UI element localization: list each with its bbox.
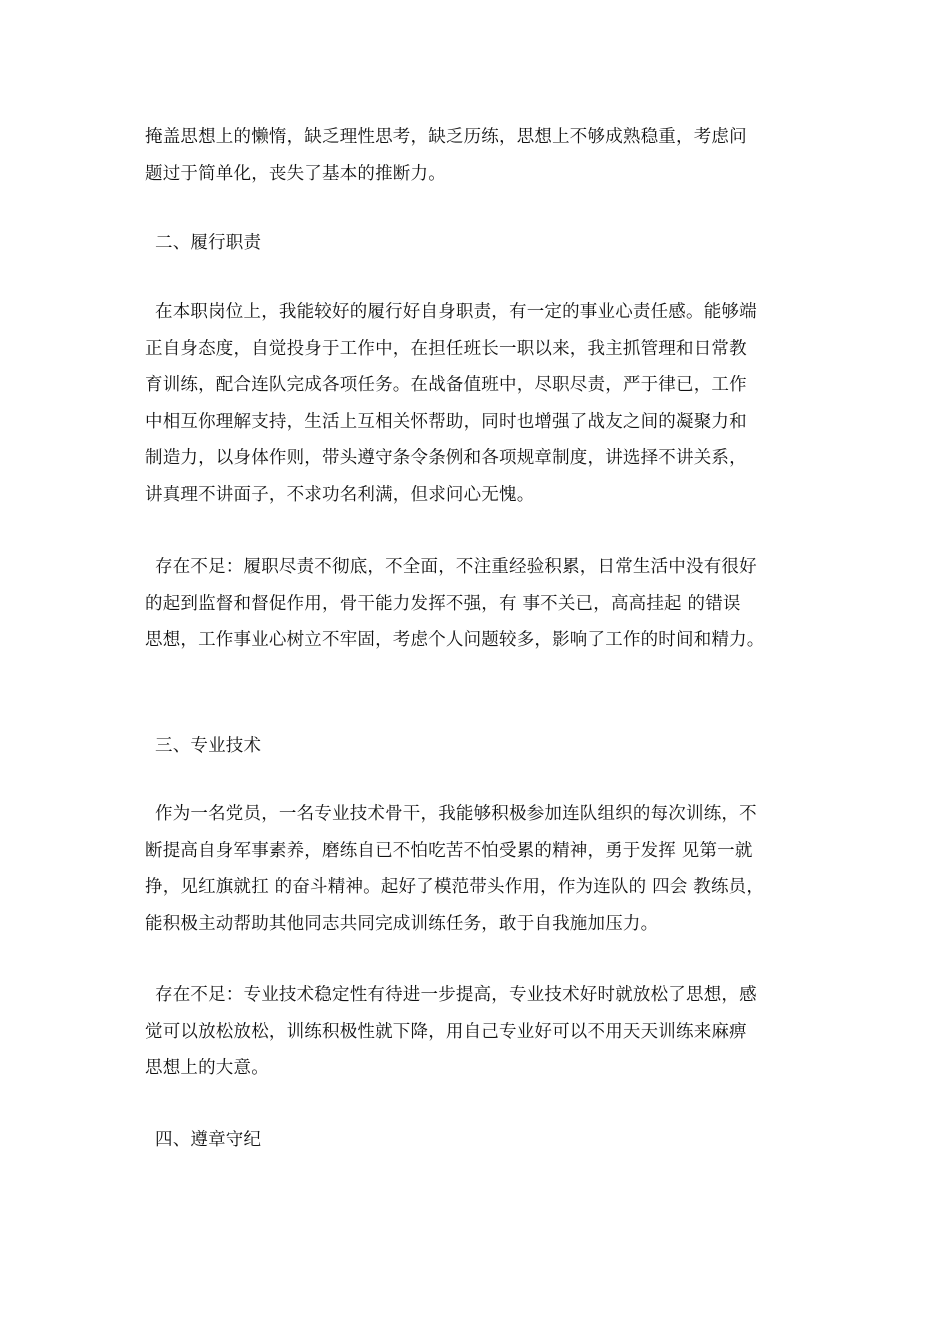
text-line: 讲真理不讲面子，不求功名利满，但求问心无愧。	[145, 484, 535, 505]
text-line: 存在不足：履职尽责不彻底，不全面，不注重经验积累，日常生活中没有很好	[155, 557, 757, 577]
paragraph-technique-shortcomings	[145, 977, 835, 1087]
text-line: 觉可以放松放松，训练积极性就下降，用自己专业好可以不用天天训练来麻痹	[145, 1021, 747, 1042]
heading-text: 二、履行职责	[155, 233, 262, 253]
text-line: 在本职岗位上，我能较好的履行好自身职责，有一定的事业心责任感。能够端	[155, 302, 757, 322]
text-line: 思想上的大意。	[145, 1058, 269, 1079]
text-line: 育训练，配合连队完成各项任务。在战备值班中，尽职尽责，严于律已，工作	[145, 375, 747, 396]
heading-text: 四、遵章守纪	[155, 1130, 262, 1150]
text-line: 正自身态度，自觉投身于工作中，在担任班长一职以来，我主抓管理和日常教	[145, 338, 747, 359]
text-line: 中相互你理解支持，生活上互相关怀帮助，同时也增强了战友之间的凝聚力和	[145, 411, 747, 432]
text-line: 断提高自身军事素养，磨练自已不怕吃苦不怕受累的精神，勇于发挥 见第一就	[145, 840, 753, 861]
heading-text: 三、专业技术	[155, 736, 262, 756]
text-line: 存在不足：专业技术稳定性有待进一步提高，专业技术好时就放松了思想，感	[155, 985, 757, 1005]
text-line: 思想，工作事业心树立不牢固，考虑个人问题较多，影响了工作的时间和精力。	[145, 630, 765, 651]
section-heading-technique	[145, 728, 835, 765]
paragraph-duties-shortcomings	[145, 549, 835, 659]
paragraph-technique	[145, 796, 835, 942]
section-heading-duties	[145, 225, 835, 262]
text-line: 题过于简单化，丧失了基本的推断力。	[145, 163, 446, 184]
text-line: 挣，见红旗就扛 的奋斗精神。起好了模范带头作用，作为连队的 四会 教练员，	[145, 877, 765, 898]
text-line: 制造力，以身体作则，带头遵守条令条例和各项规章制度，讲选择不讲关系，	[145, 448, 747, 469]
text-line: 掩盖思想上的懒惰，缺乏理性思考，缺乏历练，思想上不够成熟稳重，考虑问	[145, 127, 747, 147]
paragraph-duties	[145, 294, 835, 514]
section-heading-discipline	[145, 1122, 835, 1159]
text-line: 的起到监督和督促作用，骨干能力发挥不强，有 事不关已，高高挂起 的错误	[145, 593, 741, 614]
text-line: 能积极主动帮助其他同志共同完成训练任务，敢于自我施加压力。	[145, 913, 659, 934]
paragraph-intro	[145, 119, 835, 192]
text-line: 作为一名党员，一名专业技术骨干，我能够积极参加连队组织的每次训练，不	[155, 804, 757, 824]
